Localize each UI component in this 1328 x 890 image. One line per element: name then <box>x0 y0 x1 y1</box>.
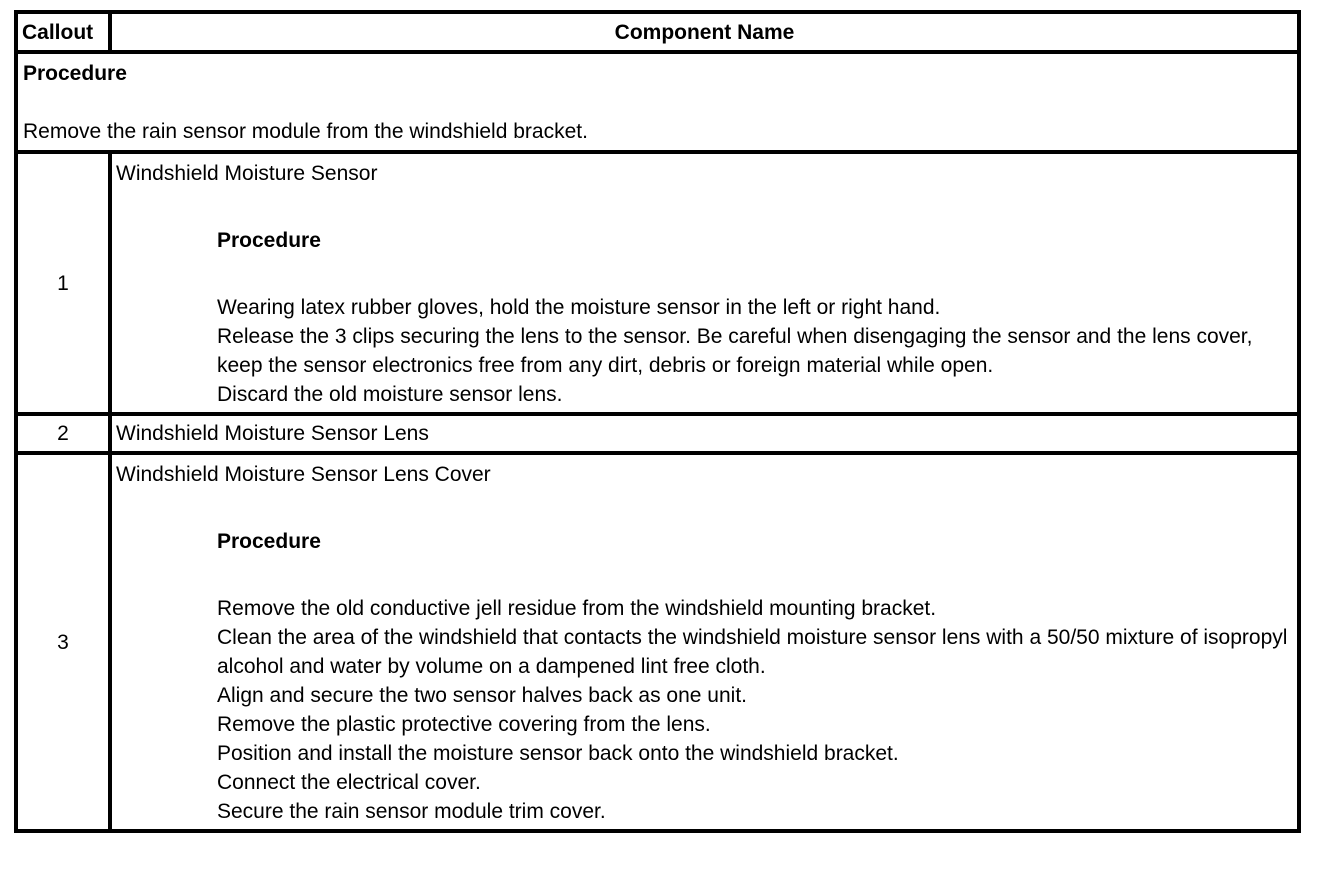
procedure-block-3 <box>116 527 1291 826</box>
callout-2: 2 <box>16 414 110 453</box>
procedure-step: Position and install the moisture sensor back onto the windshield bracket. <box>217 742 899 765</box>
intro-text: Remove the rain sensor module from the windshield bracket. <box>23 120 588 143</box>
header-callout: Callout <box>16 12 110 52</box>
procedure-step: Remove the old conductive jell residue from the windshield mounting bracket. <box>217 597 937 620</box>
component-name-1: Windshield Moisture Sensor <box>116 162 378 185</box>
component-cell-3 <box>110 453 1299 831</box>
header-row <box>16 12 1299 52</box>
procedure-step: Connect the electrical cover. <box>217 771 481 794</box>
intro-spacer <box>23 88 1292 117</box>
procedure-block-1 <box>116 226 1291 409</box>
procedure-step: Secure the rain sensor module trim cover. <box>217 800 606 823</box>
procedure-step: Align and secure the two sensor halves back as one unit. <box>217 684 747 707</box>
component-cell-1 <box>110 152 1299 414</box>
procedure-step: Discard the old moisture sensor lens. <box>217 383 563 406</box>
component-name-3: Windshield Moisture Sensor Lens Cover <box>116 463 491 486</box>
intro-procedure-title: Procedure <box>23 62 127 85</box>
component-table <box>14 10 1301 833</box>
callout-1: 1 <box>16 152 110 414</box>
table-row-3 <box>16 453 1299 831</box>
callout-3: 3 <box>16 453 110 831</box>
table-row-2 <box>16 414 1299 453</box>
intro-row <box>16 52 1299 152</box>
procedure-step: Remove the plastic protective covering from the lens. <box>217 713 711 736</box>
component-name-2: Windshield Moisture Sensor Lens <box>110 414 1299 453</box>
procedure-step: Release the 3 clips securing the lens to the sensor. Be careful when disengaging the sensor and the lens cover, keep the sensor electronics free from any dirt, debris or foreign material while open. <box>217 325 1253 377</box>
intro-cell <box>16 52 1299 152</box>
procedure-title-1: Procedure <box>217 229 321 252</box>
header-component-name: Component Name <box>110 12 1299 52</box>
table-row-1 <box>16 152 1299 414</box>
procedure-step: Clean the area of the windshield that contacts the windshield moisture sensor lens with a 50/50 mixture of isopropyl alcohol and water by volume on a dampened lint free cloth. <box>217 626 1288 678</box>
procedure-step: Wearing latex rubber gloves, hold the moisture sensor in the left or right hand. <box>217 296 941 319</box>
procedure-title-3: Procedure <box>217 530 321 553</box>
